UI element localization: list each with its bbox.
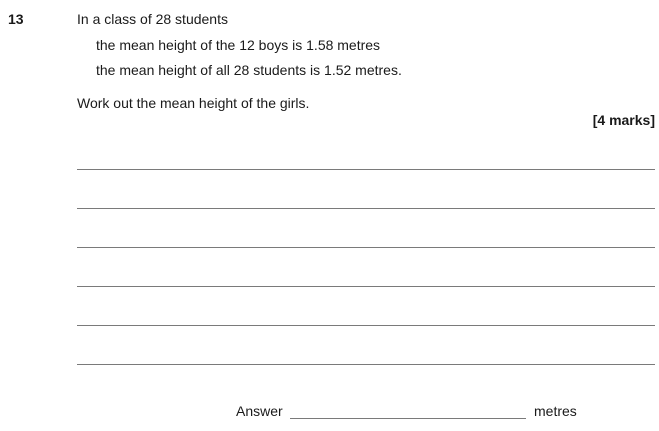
working-line[interactable] [77, 325, 655, 326]
working-line[interactable] [77, 169, 655, 170]
question-intro: In a class of 28 students [77, 11, 228, 27]
marks-label: [4 marks] [592, 112, 655, 128]
fact-boys: the mean height of the 12 boys is 1.58 metres [96, 37, 381, 53]
answer-unit: metres [534, 403, 577, 419]
question-number: 13 [8, 11, 24, 27]
question-instruction: Work out the mean height of the girls. [77, 95, 310, 111]
working-line[interactable] [77, 286, 655, 287]
answer-label: Answer [236, 403, 283, 419]
answer-field[interactable] [290, 418, 526, 419]
working-line[interactable] [77, 208, 655, 209]
working-line[interactable] [77, 364, 655, 365]
fact-all-students: the mean height of all 28 students is 1.52 metres. [96, 62, 402, 78]
working-line[interactable] [77, 247, 655, 248]
